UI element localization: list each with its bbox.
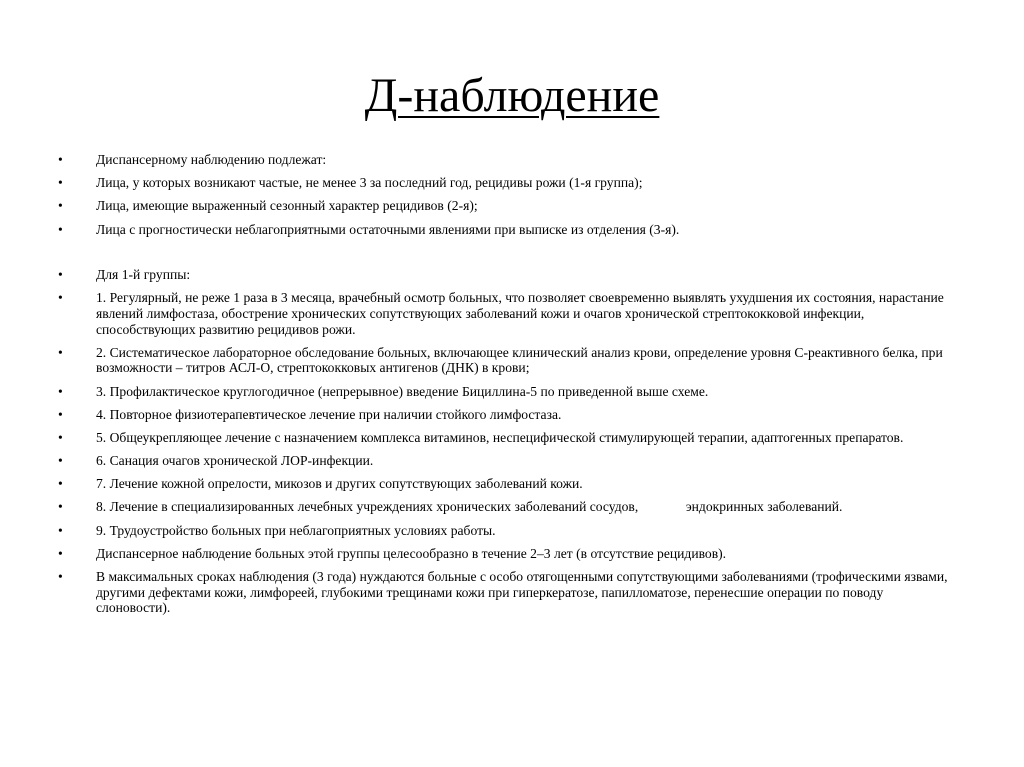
list-item bbox=[58, 499, 958, 515]
bullet-icon: • bbox=[58, 429, 63, 445]
list-item-text: 6. Санация очагов хронической ЛОР-инфекции. bbox=[96, 453, 374, 469]
list-item bbox=[58, 175, 958, 191]
bullet-icon: • bbox=[58, 344, 63, 360]
bullet-icon: • bbox=[58, 406, 63, 422]
list-item-text: 5. Общеукрепляющее лечение с назначением комплекса витаминов, неспецифической стимулирующей терапии, адаптогенных препаратов. bbox=[96, 429, 904, 445]
list-item bbox=[58, 546, 958, 562]
bullet-icon: • bbox=[58, 499, 63, 515]
list-item-text: 1. Регулярный, не реже 1 раза в 3 месяца, врачебный осмотр больных, что позволяет своевременно выявлять ухудшения их состояния, нарастание явлений лимфостаза, обострение хронических сопутствующих заболеваний кожи и очагов хронической стрептококковой инфекции, способствующих развитию рецидивов рожи. bbox=[96, 290, 944, 337]
list-item bbox=[58, 222, 958, 238]
bullet-icon: • bbox=[58, 569, 63, 584]
list-item bbox=[58, 453, 958, 469]
list-item bbox=[58, 430, 958, 446]
slide-title: Д-наблюдение bbox=[364, 69, 660, 122]
bullet-icon: • bbox=[58, 383, 63, 399]
list-item-text: Лица с прогностически неблагоприятными остаточными явлениями при выписке из отделения (3-я). bbox=[96, 221, 680, 237]
list-item bbox=[58, 198, 958, 214]
bullet-icon: • bbox=[58, 522, 63, 538]
list-item bbox=[58, 267, 958, 283]
list-item bbox=[58, 407, 958, 423]
list-item bbox=[58, 345, 958, 376]
list-item-text: 4. Повторное физиотерапевтическое лечение при наличии стойкого лимфостаза. bbox=[96, 406, 562, 422]
list-item bbox=[58, 569, 958, 616]
bullet-icon: • bbox=[58, 267, 63, 283]
list-item-text: Лица, имеющие выраженный сезонный характер рецидивов (2-я); bbox=[96, 198, 478, 214]
list-item bbox=[58, 476, 958, 492]
list-item-text: 3. Профилактическое круглогодичное (непрерывное) введение Бициллина-5 по приведенной выше схеме. bbox=[96, 383, 709, 399]
list-item bbox=[58, 290, 958, 337]
bullet-icon: • bbox=[58, 175, 63, 191]
list-item-text: Лица, у которых возникают частые, не менее 3 за последний год, рецидивы рожи (1-я группа); bbox=[96, 175, 643, 191]
list-item bbox=[58, 384, 958, 400]
list-item bbox=[58, 523, 958, 539]
bullet-icon: • bbox=[58, 152, 63, 167]
bullet-icon: • bbox=[58, 290, 63, 306]
bullet-icon: • bbox=[58, 221, 63, 237]
list-item-text: 9. Трудоустройство больных при неблагоприятных условиях работы. bbox=[96, 522, 496, 538]
list-item-text: 7. Лечение кожной опрелости, микозов и других сопутствующих заболеваний кожи. bbox=[96, 476, 583, 492]
bullet-list bbox=[58, 152, 958, 623]
list-item-text: 8. Лечение в специализированных лечебных учреждениях хронических заболеваний сосудов, эндокринных заболеваний. bbox=[96, 499, 843, 515]
list-item-text: Диспансерному наблюдению подлежат: bbox=[96, 152, 327, 167]
bullet-icon: • bbox=[58, 545, 63, 561]
list-item-text: Для 1-й группы: bbox=[96, 267, 191, 283]
bullet-icon: • bbox=[58, 453, 63, 469]
bullet-icon: • bbox=[58, 198, 63, 214]
bullet-icon: • bbox=[58, 476, 63, 492]
list-item-text: В максимальных сроках наблюдения (3 года) нуждаются больные с особо отягощенными сопутствующими заболеваниями (трофическими язвами, другими дефектами кожи, лимфореей, глубокими трещинами кожи при гиперкератозе, папилломатозе, перенесшие операции по поводу слоновости). bbox=[96, 569, 948, 616]
list-item-text: 2. Систематическое лабораторное обследование больных, включающее клинический анализ крови, определение уровня С-реактивного белка, при возможности – титров АСЛ-О, стрептококковых антигенов (ДНК) в крови; bbox=[96, 344, 943, 376]
list-item bbox=[58, 152, 958, 168]
list-item-text: Диспансерное наблюдение больных этой группы целесообразно в течение 2–3 лет (в отсутствие рецидивов). bbox=[96, 545, 727, 561]
